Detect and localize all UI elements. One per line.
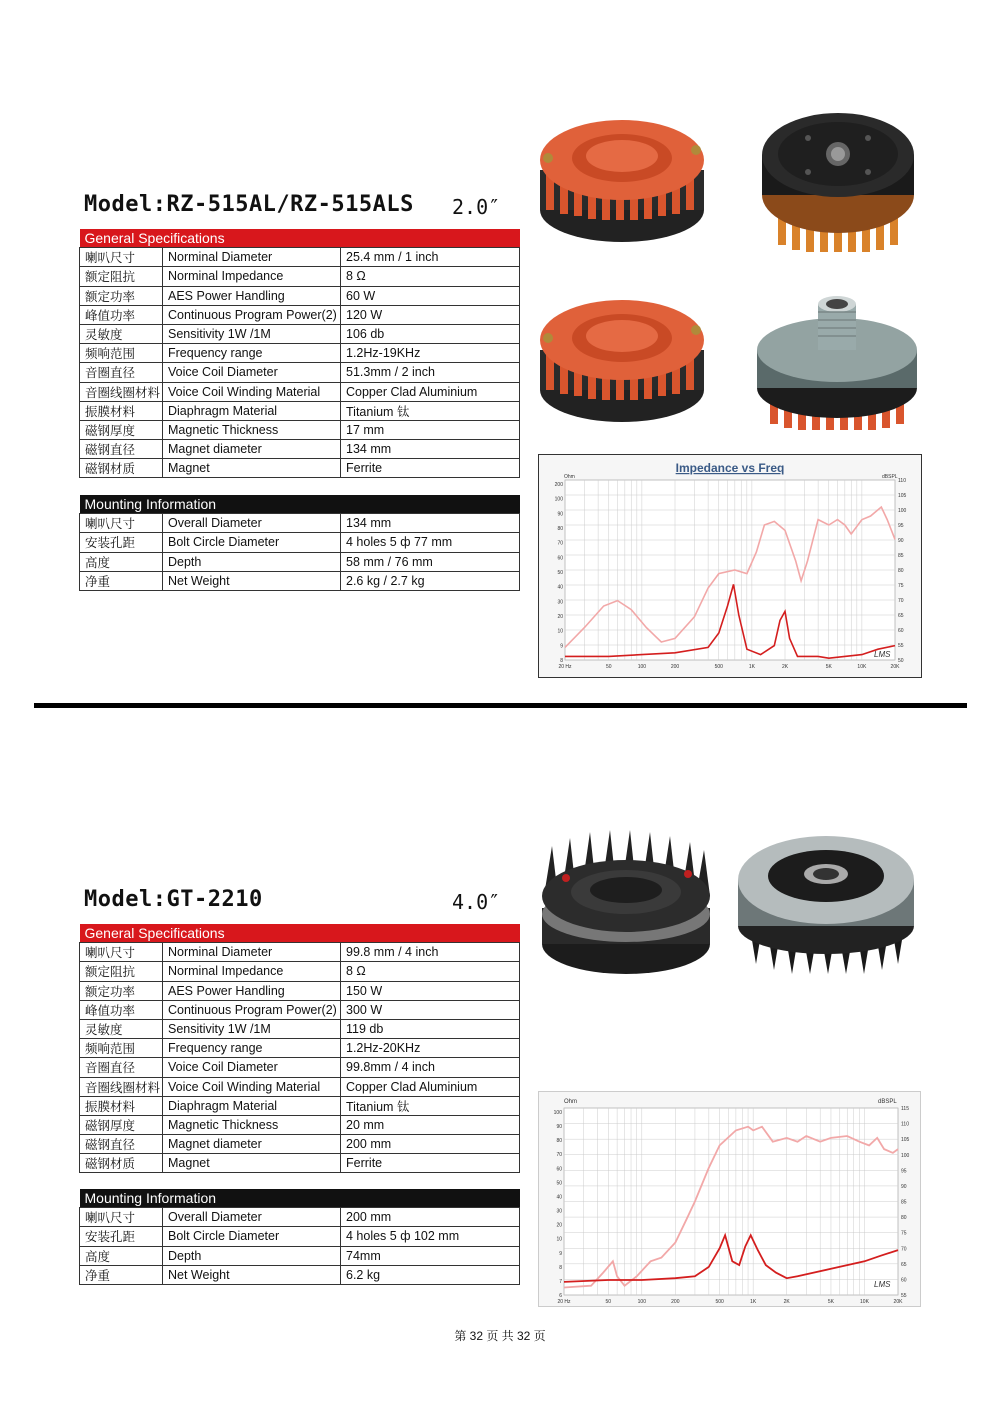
spec-label-cn: 灵敏度 bbox=[80, 324, 163, 343]
model-title-2: Model:GT-2210 bbox=[84, 887, 263, 912]
y-left-tick-label: 50 bbox=[556, 1180, 562, 1187]
x-tick-label: 1K bbox=[748, 664, 755, 670]
general-specifications-table-1 bbox=[79, 229, 520, 478]
y-right-tick-label: 75 bbox=[898, 583, 904, 589]
spec-row bbox=[80, 382, 520, 401]
spec-value: Ferrite bbox=[341, 1154, 520, 1173]
y-right-tick-label: 55 bbox=[898, 643, 904, 649]
spec-label-en: Magnet bbox=[163, 1154, 341, 1173]
x-tick-label: 5K bbox=[825, 664, 832, 670]
spec-value: 25.4 mm / 1 inch bbox=[341, 248, 520, 267]
spec-label-cn: 频响范围 bbox=[80, 1039, 163, 1058]
spec-row bbox=[80, 1096, 520, 1115]
y-left-tick-label: 70 bbox=[556, 1152, 562, 1159]
y-right-tick-label: 80 bbox=[898, 568, 904, 574]
graph-left-unit: Ohm bbox=[564, 1099, 578, 1105]
spec-value: 120 W bbox=[341, 305, 520, 324]
spec-label-en: Voice Coil Diameter bbox=[163, 1058, 341, 1077]
spec-value: 8 Ω bbox=[341, 267, 520, 286]
graph-left-unit: Ohm bbox=[564, 474, 575, 480]
spec-label-cn: 振膜材料 bbox=[80, 1096, 163, 1115]
x-tick-label: 5K bbox=[827, 1299, 835, 1305]
spec-value: 6.2 kg bbox=[341, 1265, 520, 1284]
general-specifications-header: General Specifications bbox=[80, 229, 520, 248]
spec-label-cn: 音圈直径 bbox=[80, 363, 163, 382]
spec-row bbox=[80, 1154, 520, 1173]
y-right-tick-label: 85 bbox=[901, 1199, 907, 1206]
y-right-tick-label: 60 bbox=[898, 628, 904, 634]
y-right-tick-label: 115 bbox=[901, 1106, 909, 1112]
y-right-tick-label: 65 bbox=[898, 613, 904, 619]
lms-logo: LMS bbox=[874, 650, 891, 659]
y-right-tick-label: 105 bbox=[901, 1137, 910, 1144]
spec-label-cn: 磁钢材质 bbox=[80, 459, 163, 478]
spec-label-cn: 净重 bbox=[80, 571, 163, 590]
spec-value: 74mm bbox=[341, 1246, 520, 1265]
y-right-tick-label: 60 bbox=[901, 1277, 907, 1284]
spec-value: Copper Clad Aluminium bbox=[341, 1077, 520, 1096]
spec-row bbox=[80, 344, 520, 363]
y-left-tick-label: 50 bbox=[557, 570, 563, 576]
spec-label-en: Net Weight bbox=[163, 1265, 341, 1284]
y-left-tick-label: 9 bbox=[559, 1250, 562, 1257]
x-tick-label: 500 bbox=[715, 1299, 724, 1305]
x-tick-label: 20K bbox=[890, 664, 900, 670]
spec-label-cn: 安装孔距 bbox=[80, 533, 163, 552]
spec-value: 1.2Hz-20KHz bbox=[341, 1039, 520, 1058]
spec-label-cn: 音圈线圈材料 bbox=[80, 1077, 163, 1096]
spec-label-cn: 振膜材料 bbox=[80, 401, 163, 420]
y-left-tick-label: 8 bbox=[559, 1264, 562, 1271]
spec-label-cn: 磁钢直径 bbox=[80, 440, 163, 459]
spec-value: 134 mm bbox=[341, 514, 520, 533]
y-left-tick-label: 40 bbox=[556, 1194, 562, 1201]
spec-row bbox=[80, 962, 520, 981]
y-left-tick-label: 100 bbox=[554, 496, 563, 503]
spec-label-en: Magnetic Thickness bbox=[163, 1115, 341, 1134]
x-tick-label: 200 bbox=[670, 664, 680, 670]
mounting-information-table-2 bbox=[79, 1189, 520, 1285]
spec-row bbox=[80, 552, 520, 571]
spec-row bbox=[80, 1265, 520, 1284]
x-tick-label: 100 bbox=[637, 1299, 646, 1305]
spec-label-en: Overall Diameter bbox=[163, 1208, 341, 1227]
spec-label-en: Magnet diameter bbox=[163, 440, 341, 459]
x-tick-label: 1K bbox=[750, 1299, 757, 1305]
spec-value: 134 mm bbox=[341, 440, 520, 459]
impedance-frequency-graph-2 bbox=[538, 1091, 921, 1307]
y-left-tick-label: 30 bbox=[556, 1208, 562, 1215]
orange-horn-driver-front-image bbox=[532, 100, 712, 260]
x-tick-label: 500 bbox=[714, 664, 723, 670]
spec-row bbox=[80, 401, 520, 420]
spec-label-cn: 喇叭尺寸 bbox=[80, 1208, 163, 1227]
section-divider bbox=[34, 703, 967, 708]
mounting-information-header: Mounting Information bbox=[80, 495, 520, 514]
spec-row bbox=[80, 1227, 520, 1246]
spec-label-en: Norminal Impedance bbox=[163, 962, 341, 981]
spec-label-cn: 额定功率 bbox=[80, 286, 163, 305]
y-right-tick-label: 100 bbox=[901, 1152, 910, 1159]
x-tick-label: 100 bbox=[637, 664, 647, 670]
spec-label-en: Diaphragm Material bbox=[163, 401, 341, 420]
spec-row bbox=[80, 459, 520, 478]
black-driver-rear-magnet-image bbox=[732, 828, 920, 976]
spec-label-en: Magnet diameter bbox=[163, 1135, 341, 1154]
spec-row bbox=[80, 420, 520, 439]
y-right-tick-label: 110 bbox=[901, 1121, 909, 1128]
x-tick-label: 10K bbox=[860, 1299, 869, 1305]
spec-label-cn: 高度 bbox=[80, 552, 163, 571]
y-right-tick-label: 100 bbox=[898, 508, 907, 514]
spec-value: 1.2Hz-19KHz bbox=[341, 344, 520, 363]
spec-label-cn: 额定阻抗 bbox=[80, 962, 163, 981]
spec-value: 60 W bbox=[341, 286, 520, 305]
general-specifications-table-2 bbox=[79, 924, 520, 1173]
spec-row bbox=[80, 1058, 520, 1077]
y-left-tick-label: 20 bbox=[557, 614, 563, 620]
spec-row bbox=[80, 514, 520, 533]
spec-row bbox=[80, 1077, 520, 1096]
y-left-tick-label: 9 bbox=[560, 643, 563, 650]
spec-value: Ferrite bbox=[341, 459, 520, 478]
spec-value: 58 mm / 76 mm bbox=[341, 552, 520, 571]
spec-label-en: Sensitivity 1W /1M bbox=[163, 324, 341, 343]
spec-label-en: Continuous Program Power(2) bbox=[163, 1000, 341, 1019]
spec-row bbox=[80, 571, 520, 590]
spec-value: 200 mm bbox=[341, 1208, 520, 1227]
spec-label-en: Norminal Diameter bbox=[163, 248, 341, 267]
orange-driver-rear-magnet-image bbox=[758, 100, 918, 260]
spec-label-en: Continuous Program Power(2) bbox=[163, 305, 341, 324]
spec-label-cn: 喇叭尺寸 bbox=[80, 943, 163, 962]
spec-label-en: AES Power Handling bbox=[163, 981, 341, 1000]
black-horn-driver-front-image bbox=[536, 826, 716, 981]
y-right-tick-label: 85 bbox=[898, 553, 904, 559]
graph-right-unit: dBSPL bbox=[878, 1099, 897, 1105]
spec-row bbox=[80, 1208, 520, 1227]
graph-title: Impedance vs Freq bbox=[675, 461, 785, 475]
y-right-tick-label: 50 bbox=[898, 658, 904, 664]
y-right-tick-label: 95 bbox=[898, 523, 904, 529]
spec-value: 300 W bbox=[341, 1000, 520, 1019]
spec-label-en: Diaphragm Material bbox=[163, 1096, 341, 1115]
y-right-tick-label: 95 bbox=[901, 1168, 907, 1175]
y-right-tick-label: 75 bbox=[901, 1230, 907, 1237]
impedance-frequency-graph-1 bbox=[538, 454, 922, 678]
model-size-1: 2.0″ bbox=[452, 195, 501, 219]
spec-label-en: Norminal Impedance bbox=[163, 267, 341, 286]
spec-label-en: Frequency range bbox=[163, 1039, 341, 1058]
y-left-tick-label: 200 bbox=[554, 482, 563, 488]
spec-label-en: Voice Coil Diameter bbox=[163, 363, 341, 382]
y-left-tick-label: 60 bbox=[556, 1166, 562, 1173]
spec-value: 20 mm bbox=[341, 1115, 520, 1134]
spec-row bbox=[80, 1135, 520, 1154]
y-right-tick-label: 105 bbox=[898, 493, 907, 499]
spec-label-cn: 磁钢直径 bbox=[80, 1135, 163, 1154]
y-left-tick-label: 80 bbox=[557, 526, 563, 532]
model-size-2: 4.0″ bbox=[452, 890, 501, 914]
orange-horn-driver-side-image bbox=[532, 278, 712, 438]
x-tick-label: 20 Hz bbox=[557, 1299, 571, 1305]
spec-label-en: AES Power Handling bbox=[163, 286, 341, 305]
y-right-tick-label: 70 bbox=[901, 1246, 907, 1253]
x-tick-label: 50 bbox=[605, 664, 612, 670]
spec-label-en: Voice Coil Winding Material bbox=[163, 382, 341, 401]
spec-label-en: Magnetic Thickness bbox=[163, 420, 341, 439]
spec-row bbox=[80, 267, 520, 286]
spec-value: 119 db bbox=[341, 1019, 520, 1038]
y-right-tick-label: 65 bbox=[901, 1261, 907, 1268]
spec-value: 2.6 kg / 2.7 kg bbox=[341, 571, 520, 590]
spec-value: Titanium 钛 bbox=[341, 401, 520, 420]
spec-row bbox=[80, 363, 520, 382]
graph-right-unit: dBSPL bbox=[882, 474, 898, 480]
spec-label-en: Bolt Circle Diameter bbox=[163, 533, 341, 552]
spec-value: 17 mm bbox=[341, 420, 520, 439]
spec-label-cn: 磁钢材质 bbox=[80, 1154, 163, 1173]
spec-row bbox=[80, 1019, 520, 1038]
spec-label-cn: 音圈直径 bbox=[80, 1058, 163, 1077]
x-tick-label: 200 bbox=[671, 1299, 680, 1305]
spec-label-en: Magnet bbox=[163, 459, 341, 478]
x-tick-label: 10K bbox=[857, 664, 867, 670]
spec-row bbox=[80, 305, 520, 324]
spec-label-cn: 磁钢厚度 bbox=[80, 420, 163, 439]
spec-label-cn: 峰值功率 bbox=[80, 305, 163, 324]
spec-label-cn: 额定功率 bbox=[80, 981, 163, 1000]
spec-label-cn: 频响范围 bbox=[80, 344, 163, 363]
model-title-1: Model:RZ-515AL/RZ-515ALS bbox=[84, 192, 414, 217]
spec-label-cn: 安装孔距 bbox=[80, 1227, 163, 1246]
x-tick-label: 50 bbox=[605, 1299, 612, 1305]
y-left-tick-label: 10 bbox=[557, 628, 563, 635]
general-specifications-header: General Specifications bbox=[80, 924, 520, 943]
spec-row bbox=[80, 248, 520, 267]
x-tick-label: 2K bbox=[783, 1299, 790, 1305]
lms-logo: LMS bbox=[874, 1280, 891, 1289]
spec-value: Titanium 钛 bbox=[341, 1096, 520, 1115]
spec-value: 51.3mm / 2 inch bbox=[341, 363, 520, 382]
spec-label-cn: 高度 bbox=[80, 1246, 163, 1265]
spec-row bbox=[80, 943, 520, 962]
spec-label-en: Sensitivity 1W /1M bbox=[163, 1019, 341, 1038]
y-left-tick-label: 90 bbox=[556, 1124, 562, 1131]
y-right-tick-label: 55 bbox=[901, 1293, 907, 1299]
y-left-tick-label: 90 bbox=[557, 511, 563, 518]
spec-value: 106 db bbox=[341, 324, 520, 343]
y-right-tick-label: 90 bbox=[901, 1183, 907, 1190]
spec-label-cn: 磁钢厚度 bbox=[80, 1115, 163, 1134]
spec-row bbox=[80, 533, 520, 552]
mounting-information-header: Mounting Information bbox=[80, 1189, 520, 1208]
y-left-tick-label: 7 bbox=[559, 1278, 562, 1285]
y-left-tick-label: 6 bbox=[559, 1293, 562, 1299]
spec-row bbox=[80, 981, 520, 1000]
x-tick-label: 20K bbox=[893, 1299, 903, 1305]
y-left-tick-label: 30 bbox=[557, 599, 563, 606]
y-right-tick-label: 80 bbox=[901, 1215, 907, 1222]
y-right-tick-label: 90 bbox=[898, 538, 904, 544]
y-left-tick-label: 60 bbox=[557, 555, 563, 562]
x-tick-label: 20 Hz bbox=[558, 664, 572, 670]
spec-value: Copper Clad Aluminium bbox=[341, 382, 520, 401]
spec-label-cn: 喇叭尺寸 bbox=[80, 248, 163, 267]
spec-row bbox=[80, 324, 520, 343]
spec-row bbox=[80, 1246, 520, 1265]
spec-label-cn: 喇叭尺寸 bbox=[80, 514, 163, 533]
x-tick-label: 2K bbox=[781, 664, 789, 670]
spec-row bbox=[80, 1115, 520, 1134]
spec-value: 200 mm bbox=[341, 1135, 520, 1154]
spec-row bbox=[80, 440, 520, 459]
y-left-tick-label: 100 bbox=[553, 1110, 562, 1116]
spec-label-en: Frequency range bbox=[163, 344, 341, 363]
y-left-tick-label: 8 bbox=[560, 658, 563, 664]
y-left-tick-label: 40 bbox=[557, 584, 563, 591]
y-left-tick-label: 20 bbox=[556, 1222, 562, 1229]
spec-label-en: Voice Coil Winding Material bbox=[163, 1077, 341, 1096]
spec-label-en: Norminal Diameter bbox=[163, 943, 341, 962]
spec-label-cn: 额定阻抗 bbox=[80, 267, 163, 286]
y-left-tick-label: 70 bbox=[557, 540, 563, 547]
spec-value: 8 Ω bbox=[341, 962, 520, 981]
y-left-tick-label: 80 bbox=[556, 1138, 562, 1145]
spec-label-cn: 峰值功率 bbox=[80, 1000, 163, 1019]
spec-row bbox=[80, 286, 520, 305]
spec-value: 150 W bbox=[341, 981, 520, 1000]
spec-value: 4 holes 5 ф 77 mm bbox=[341, 533, 520, 552]
spec-label-en: Net Weight bbox=[163, 571, 341, 590]
spec-label-en: Overall Diameter bbox=[163, 514, 341, 533]
spec-value: 4 holes 5 ф 102 mm bbox=[341, 1227, 520, 1246]
spec-label-en: Depth bbox=[163, 552, 341, 571]
spec-row bbox=[80, 1000, 520, 1019]
spec-label-cn: 净重 bbox=[80, 1265, 163, 1284]
y-left-tick-label: 10 bbox=[556, 1236, 562, 1243]
spec-label-en: Depth bbox=[163, 1246, 341, 1265]
page-number: 第 32 页 共 32 页 bbox=[454, 1329, 546, 1343]
spec-value: 99.8mm / 4 inch bbox=[341, 1058, 520, 1077]
y-right-tick-label: 110 bbox=[898, 478, 906, 484]
spec-label-cn: 音圈线圈材料 bbox=[80, 382, 163, 401]
mounting-information-table-1 bbox=[79, 495, 520, 591]
spec-value: 99.8 mm / 4 inch bbox=[341, 943, 520, 962]
spec-label-en: Bolt Circle Diameter bbox=[163, 1227, 341, 1246]
spec-row bbox=[80, 1039, 520, 1058]
y-right-tick-label: 70 bbox=[898, 598, 904, 604]
spec-label-cn: 灵敏度 bbox=[80, 1019, 163, 1038]
driver-threaded-throat-image bbox=[752, 290, 922, 440]
